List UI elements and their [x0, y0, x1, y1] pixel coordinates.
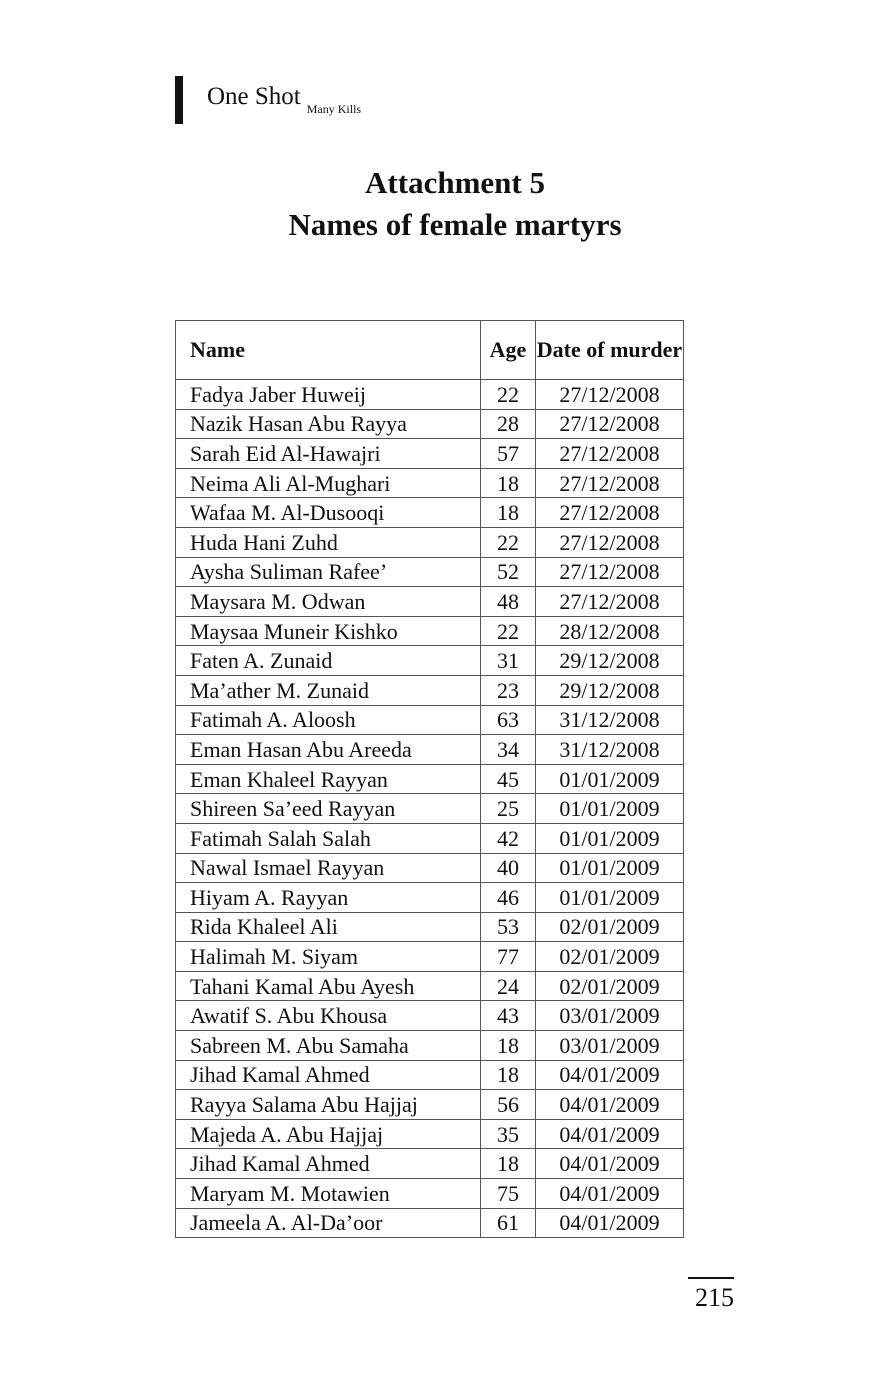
header-date: Date of murder: [536, 321, 684, 380]
cell-age: 53: [481, 912, 536, 942]
table-row: [176, 675, 684, 705]
cell-age: 75: [481, 1179, 536, 1209]
cell-name: Maysara M. Odwan: [176, 587, 481, 617]
cell-age: 48: [481, 587, 536, 617]
cell-age: 34: [481, 735, 536, 765]
running-head: [175, 76, 361, 124]
cell-date: 04/01/2009: [536, 1060, 684, 1090]
cell-date: 27/12/2008: [536, 527, 684, 557]
cell-date: 27/12/2008: [536, 380, 684, 410]
cell-name: Hiyam A. Rayyan: [176, 883, 481, 913]
cell-age: 22: [481, 527, 536, 557]
title-line-2: Names of female martyrs: [288, 207, 622, 242]
table-row: [176, 498, 684, 528]
cell-age: 24: [481, 971, 536, 1001]
table-row: [176, 1149, 684, 1179]
table-row: [176, 1060, 684, 1090]
cell-age: 18: [481, 1031, 536, 1061]
cell-date: 04/01/2009: [536, 1149, 684, 1179]
cell-name: Nawal Ismael Rayyan: [176, 853, 481, 883]
cell-age: 18: [481, 498, 536, 528]
table-row: [176, 439, 684, 469]
table-row: [176, 468, 684, 498]
cell-name: Awatif S. Abu Khousa: [176, 1001, 481, 1031]
cell-age: 46: [481, 883, 536, 913]
cell-age: 63: [481, 705, 536, 735]
cell-age: 31: [481, 646, 536, 676]
cell-name: Jihad Kamal Ahmed: [176, 1149, 481, 1179]
cell-name: Eman Hasan Abu Areeda: [176, 735, 481, 765]
cell-age: 25: [481, 794, 536, 824]
cell-date: 29/12/2008: [536, 675, 684, 705]
table-row: [176, 883, 684, 913]
cell-date: 27/12/2008: [536, 468, 684, 498]
running-head-subtitle: Many Kills: [306, 102, 362, 116]
martyrs-table: [175, 320, 684, 1238]
table-row: [176, 1179, 684, 1209]
cell-age: 56: [481, 1090, 536, 1120]
cell-name: Aysha Suliman Rafee’: [176, 557, 481, 587]
cell-date: 04/01/2009: [536, 1090, 684, 1120]
cell-date: 27/12/2008: [536, 587, 684, 617]
cell-name: Neima Ali Al-Mughari: [176, 468, 481, 498]
cell-date: 01/01/2009: [536, 883, 684, 913]
cell-name: Shireen Sa’eed Rayyan: [176, 794, 481, 824]
cell-date: 02/01/2009: [536, 971, 684, 1001]
table-row: [176, 646, 684, 676]
page-title: [0, 162, 875, 246]
cell-date: 02/01/2009: [536, 942, 684, 972]
table-body: [176, 380, 684, 1238]
cell-age: 40: [481, 853, 536, 883]
cell-date: 01/01/2009: [536, 823, 684, 853]
header-name: Name: [176, 321, 481, 380]
title-line-1: Attachment 5: [365, 165, 545, 200]
cell-date: 02/01/2009: [536, 912, 684, 942]
cell-date: 28/12/2008: [536, 616, 684, 646]
cell-date: 27/12/2008: [536, 557, 684, 587]
cell-age: 22: [481, 380, 536, 410]
table-row: [176, 1119, 684, 1149]
header-age: Age: [481, 321, 536, 380]
cell-name: Maryam M. Motawien: [176, 1179, 481, 1209]
table-row: [176, 823, 684, 853]
cell-name: Wafaa M. Al-Dusooqi: [176, 498, 481, 528]
cell-date: 04/01/2009: [536, 1208, 684, 1238]
cell-name: Eman Khaleel Rayyan: [176, 764, 481, 794]
cell-name: Rayya Salama Abu Hajjaj: [176, 1090, 481, 1120]
page-number: 215: [688, 1277, 734, 1313]
cell-age: 45: [481, 764, 536, 794]
table-row: [176, 380, 684, 410]
table-row: [176, 971, 684, 1001]
cell-age: 57: [481, 439, 536, 469]
cell-name: Sabreen M. Abu Samaha: [176, 1031, 481, 1061]
table-row: [176, 527, 684, 557]
cell-date: 27/12/2008: [536, 439, 684, 469]
table-row: [176, 1208, 684, 1238]
running-head-title: One Shot: [207, 83, 301, 110]
cell-age: 42: [481, 823, 536, 853]
cell-name: Maysaa Muneir Kishko: [176, 616, 481, 646]
cell-name: Huda Hani Zuhd: [176, 527, 481, 557]
table-row: [176, 794, 684, 824]
table-row: [176, 1001, 684, 1031]
table-row: [176, 587, 684, 617]
cell-date: 03/01/2009: [536, 1001, 684, 1031]
table-row: [176, 735, 684, 765]
cell-date: 01/01/2009: [536, 853, 684, 883]
cell-name: Halimah M. Siyam: [176, 942, 481, 972]
cell-name: Fadya Jaber Huweij: [176, 380, 481, 410]
table-row: [176, 764, 684, 794]
cell-age: 35: [481, 1119, 536, 1149]
cell-date: 01/01/2009: [536, 764, 684, 794]
table-row: [176, 1090, 684, 1120]
table-row: [176, 1031, 684, 1061]
table-row: [176, 942, 684, 972]
cell-date: 27/12/2008: [536, 409, 684, 439]
cell-name: Tahani Kamal Abu Ayesh: [176, 971, 481, 1001]
cell-age: 77: [481, 942, 536, 972]
cell-date: 29/12/2008: [536, 646, 684, 676]
cell-name: Jameela A. Al-Da’oor: [176, 1208, 481, 1238]
cell-name: Rida Khaleel Ali: [176, 912, 481, 942]
cell-date: 31/12/2008: [536, 735, 684, 765]
table-row: [176, 912, 684, 942]
cell-age: 61: [481, 1208, 536, 1238]
cell-name: Sarah Eid Al-Hawajri: [176, 439, 481, 469]
table-row: [176, 853, 684, 883]
cell-age: 43: [481, 1001, 536, 1031]
table-row: [176, 616, 684, 646]
cell-age: 28: [481, 409, 536, 439]
cell-name: Nazik Hasan Abu Rayya: [176, 409, 481, 439]
cell-date: 04/01/2009: [536, 1119, 684, 1149]
cell-age: 52: [481, 557, 536, 587]
table-row: [176, 409, 684, 439]
table-row: [176, 705, 684, 735]
cell-name: Faten A. Zunaid: [176, 646, 481, 676]
cell-age: 18: [481, 468, 536, 498]
cell-age: 18: [481, 1149, 536, 1179]
table-row: [176, 557, 684, 587]
cell-date: 01/01/2009: [536, 794, 684, 824]
cell-date: 04/01/2009: [536, 1179, 684, 1209]
cell-name: Majeda A. Abu Hajjaj: [176, 1119, 481, 1149]
cell-age: 23: [481, 675, 536, 705]
cell-date: 03/01/2009: [536, 1031, 684, 1061]
cell-name: Fatimah Salah Salah: [176, 823, 481, 853]
running-head-bar: [175, 76, 183, 124]
cell-name: Fatimah A. Aloosh: [176, 705, 481, 735]
cell-age: 18: [481, 1060, 536, 1090]
cell-name: Jihad Kamal Ahmed: [176, 1060, 481, 1090]
cell-date: 27/12/2008: [536, 498, 684, 528]
cell-name: Ma’ather M. Zunaid: [176, 675, 481, 705]
table-header-row: [176, 321, 684, 380]
cell-age: 22: [481, 616, 536, 646]
cell-date: 31/12/2008: [536, 705, 684, 735]
